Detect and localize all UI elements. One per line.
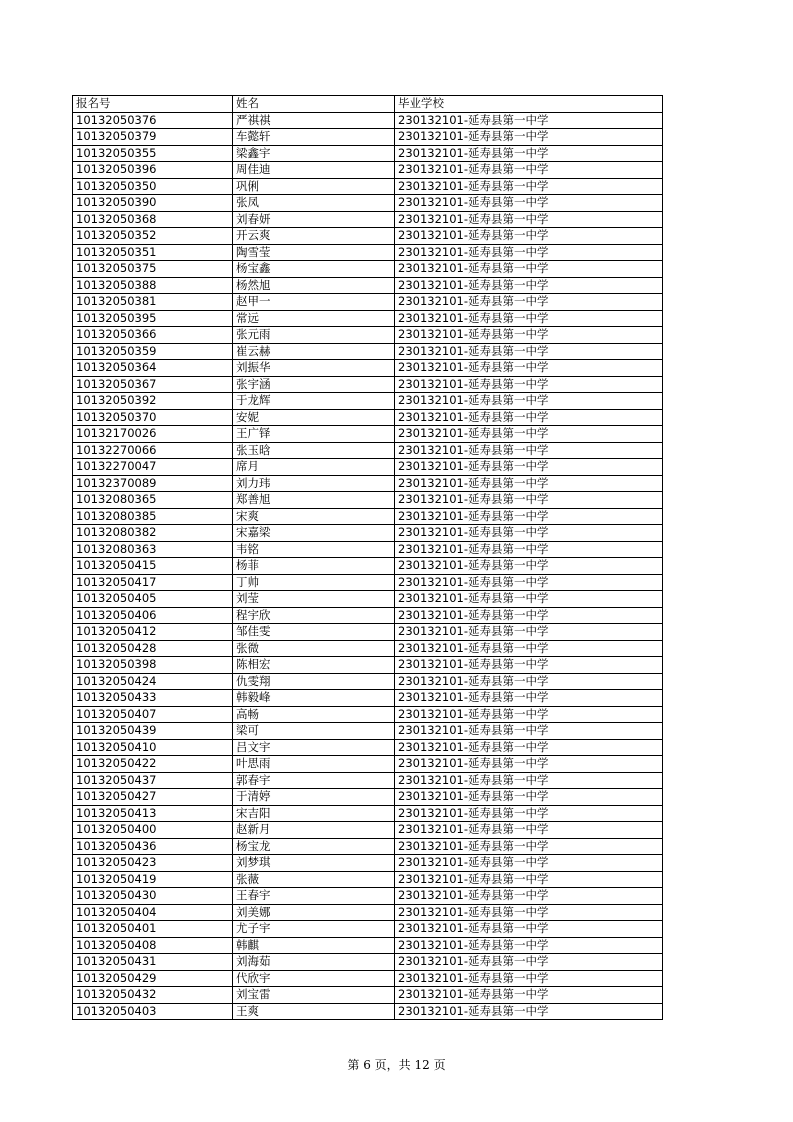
- table-row: [73, 607, 663, 624]
- cell-graduation-school: 230132101-延寿县第一中学: [395, 112, 663, 129]
- table-row: [73, 541, 663, 558]
- cell-name: 张凤: [233, 195, 395, 212]
- cell-registration-number: 10132050388: [73, 277, 233, 294]
- cell-name: 刘海茹: [233, 954, 395, 971]
- cell-registration-number: 10132050405: [73, 591, 233, 608]
- cell-name: 杨宝鑫: [233, 261, 395, 278]
- table-header-row: [73, 96, 663, 113]
- table-row: [73, 277, 663, 294]
- cell-graduation-school: 230132101-延寿县第一中学: [395, 822, 663, 839]
- cell-graduation-school: 230132101-延寿县第一中学: [395, 343, 663, 360]
- table-row: [73, 475, 663, 492]
- cell-graduation-school: 230132101-延寿县第一中学: [395, 954, 663, 971]
- cell-registration-number: 10132050415: [73, 558, 233, 575]
- cell-registration-number: 10132050400: [73, 822, 233, 839]
- table-row: [73, 162, 663, 179]
- cell-graduation-school: 230132101-延寿县第一中学: [395, 459, 663, 476]
- cell-graduation-school: 230132101-延寿县第一中学: [395, 657, 663, 674]
- cell-graduation-school: 230132101-延寿县第一中学: [395, 261, 663, 278]
- cell-graduation-school: 230132101-延寿县第一中学: [395, 475, 663, 492]
- table-row: [73, 640, 663, 657]
- page-footer: 第 6 页，共 12 页: [347, 1058, 446, 1072]
- table-row: [73, 591, 663, 608]
- cell-name: 席月: [233, 459, 395, 476]
- cell-registration-number: 10132050408: [73, 937, 233, 954]
- cell-name: 代欣宇: [233, 970, 395, 987]
- table-row: [73, 805, 663, 822]
- cell-graduation-school: 230132101-延寿县第一中学: [395, 987, 663, 1004]
- cell-registration-number: 10132050406: [73, 607, 233, 624]
- table-row: [73, 888, 663, 905]
- table-row: [73, 145, 663, 162]
- table-row: [73, 987, 663, 1004]
- cell-registration-number: 10132050430: [73, 888, 233, 905]
- cell-graduation-school: 230132101-延寿县第一中学: [395, 624, 663, 641]
- cell-name: 韩麒: [233, 937, 395, 954]
- header-name: 姓名: [233, 96, 395, 113]
- cell-graduation-school: 230132101-延寿县第一中学: [395, 574, 663, 591]
- cell-registration-number: 10132050422: [73, 756, 233, 773]
- table-row: [73, 673, 663, 690]
- cell-name: 王春宇: [233, 888, 395, 905]
- cell-registration-number: 10132050433: [73, 690, 233, 707]
- cell-graduation-school: 230132101-延寿县第一中学: [395, 706, 663, 723]
- cell-graduation-school: 230132101-延寿县第一中学: [395, 640, 663, 657]
- table-row: [73, 195, 663, 212]
- cell-registration-number: 10132050419: [73, 871, 233, 888]
- cell-name: 叶思雨: [233, 756, 395, 773]
- cell-name: 丁帅: [233, 574, 395, 591]
- cell-name: 郭春宇: [233, 772, 395, 789]
- cell-graduation-school: 230132101-延寿县第一中学: [395, 756, 663, 773]
- table-row: [73, 211, 663, 228]
- cell-graduation-school: 230132101-延寿县第一中学: [395, 607, 663, 624]
- table-row: [73, 426, 663, 443]
- cell-graduation-school: 230132101-延寿县第一中学: [395, 888, 663, 905]
- cell-registration-number: 10132080385: [73, 508, 233, 525]
- table-row: [73, 112, 663, 129]
- cell-graduation-school: 230132101-延寿县第一中学: [395, 178, 663, 195]
- cell-registration-number: 10132050424: [73, 673, 233, 690]
- cell-graduation-school: 230132101-延寿县第一中学: [395, 393, 663, 410]
- cell-registration-number: 10132050368: [73, 211, 233, 228]
- cell-registration-number: 10132080363: [73, 541, 233, 558]
- table-row: [73, 756, 663, 773]
- cell-name: 于清婷: [233, 789, 395, 806]
- cell-registration-number: 10132050359: [73, 343, 233, 360]
- cell-registration-number: 10132050413: [73, 805, 233, 822]
- cell-graduation-school: 230132101-延寿县第一中学: [395, 310, 663, 327]
- cell-name: 刘梦琪: [233, 855, 395, 872]
- cell-name: 宋嘉梁: [233, 525, 395, 542]
- cell-registration-number: 10132050410: [73, 739, 233, 756]
- cell-name: 于龙辉: [233, 393, 395, 410]
- cell-graduation-school: 230132101-延寿县第一中学: [395, 426, 663, 443]
- cell-name: 韩毅峰: [233, 690, 395, 707]
- table-row: [73, 508, 663, 525]
- cell-registration-number: 10132050381: [73, 294, 233, 311]
- cell-name: 韦铭: [233, 541, 395, 558]
- table-row: [73, 855, 663, 872]
- cell-graduation-school: 230132101-延寿县第一中学: [395, 492, 663, 509]
- cell-registration-number: 10132050376: [73, 112, 233, 129]
- table-row: [73, 343, 663, 360]
- table-row: [73, 772, 663, 789]
- cell-name: 刘力玮: [233, 475, 395, 492]
- cell-graduation-school: 230132101-延寿县第一中学: [395, 129, 663, 146]
- header-registration-number: 报名号: [73, 96, 233, 113]
- table-row: [73, 360, 663, 377]
- cell-name: 严祺祺: [233, 112, 395, 129]
- cell-registration-number: 10132050423: [73, 855, 233, 872]
- cell-graduation-school: 230132101-延寿县第一中学: [395, 723, 663, 740]
- cell-graduation-school: 230132101-延寿县第一中学: [395, 211, 663, 228]
- cell-registration-number: 10132050395: [73, 310, 233, 327]
- cell-name: 王爽: [233, 1003, 395, 1020]
- cell-graduation-school: 230132101-延寿县第一中学: [395, 327, 663, 344]
- cell-name: 赵新月: [233, 822, 395, 839]
- table-row: [73, 970, 663, 987]
- student-table: [72, 95, 663, 1020]
- cell-registration-number: 10132050370: [73, 409, 233, 426]
- cell-graduation-school: 230132101-延寿县第一中学: [395, 871, 663, 888]
- cell-registration-number: 10132370089: [73, 475, 233, 492]
- cell-name: 王广铎: [233, 426, 395, 443]
- cell-name: 程宇欣: [233, 607, 395, 624]
- cell-graduation-school: 230132101-延寿县第一中学: [395, 739, 663, 756]
- cell-registration-number: 10132270066: [73, 442, 233, 459]
- cell-name: 刘春妍: [233, 211, 395, 228]
- cell-name: 崔云赫: [233, 343, 395, 360]
- cell-registration-number: 10132050427: [73, 789, 233, 806]
- cell-name: 杨宝龙: [233, 838, 395, 855]
- cell-registration-number: 10132050351: [73, 244, 233, 261]
- cell-name: 张元雨: [233, 327, 395, 344]
- cell-registration-number: 10132050401: [73, 921, 233, 938]
- cell-registration-number: 10132050404: [73, 904, 233, 921]
- header-graduation-school: 毕业学校: [395, 96, 663, 113]
- cell-registration-number: 10132050398: [73, 657, 233, 674]
- cell-registration-number: 10132050379: [73, 129, 233, 146]
- cell-graduation-school: 230132101-延寿县第一中学: [395, 690, 663, 707]
- cell-name: 赵甲一: [233, 294, 395, 311]
- cell-graduation-school: 230132101-延寿县第一中学: [395, 508, 663, 525]
- cell-registration-number: 10132170026: [73, 426, 233, 443]
- table-row: [73, 954, 663, 971]
- cell-name: 邹佳雯: [233, 624, 395, 641]
- cell-name: 张玉晗: [233, 442, 395, 459]
- table-row: [73, 492, 663, 509]
- cell-registration-number: 10132080365: [73, 492, 233, 509]
- table-row: [73, 459, 663, 476]
- cell-graduation-school: 230132101-延寿县第一中学: [395, 525, 663, 542]
- cell-graduation-school: 230132101-延寿县第一中学: [395, 805, 663, 822]
- table-row: [73, 624, 663, 641]
- cell-name: 刘美娜: [233, 904, 395, 921]
- cell-graduation-school: 230132101-延寿县第一中学: [395, 772, 663, 789]
- table-row: [73, 525, 663, 542]
- cell-name: 宋爽: [233, 508, 395, 525]
- cell-name: 高畅: [233, 706, 395, 723]
- cell-registration-number: 10132050403: [73, 1003, 233, 1020]
- cell-name: 周佳迪: [233, 162, 395, 179]
- cell-graduation-school: 230132101-延寿县第一中学: [395, 541, 663, 558]
- cell-name: 仇雯翔: [233, 673, 395, 690]
- cell-registration-number: 10132050437: [73, 772, 233, 789]
- table-row: [73, 310, 663, 327]
- cell-graduation-school: 230132101-延寿县第一中学: [395, 673, 663, 690]
- cell-registration-number: 10132050407: [73, 706, 233, 723]
- cell-name: 张微: [233, 640, 395, 657]
- cell-graduation-school: 230132101-延寿县第一中学: [395, 789, 663, 806]
- cell-registration-number: 10132050429: [73, 970, 233, 987]
- cell-registration-number: 10132050367: [73, 376, 233, 393]
- cell-graduation-school: 230132101-延寿县第一中学: [395, 277, 663, 294]
- table-row: [73, 294, 663, 311]
- cell-name: 陶雪莹: [233, 244, 395, 261]
- cell-registration-number: 10132050412: [73, 624, 233, 641]
- cell-graduation-school: 230132101-延寿县第一中学: [395, 145, 663, 162]
- table-row: [73, 129, 663, 146]
- table-row: [73, 838, 663, 855]
- cell-registration-number: 10132050355: [73, 145, 233, 162]
- cell-graduation-school: 230132101-延寿县第一中学: [395, 904, 663, 921]
- cell-graduation-school: 230132101-延寿县第一中学: [395, 360, 663, 377]
- table-row: [73, 871, 663, 888]
- table-row: [73, 261, 663, 278]
- cell-graduation-school: 230132101-延寿县第一中学: [395, 921, 663, 938]
- cell-name: 梁鑫宇: [233, 145, 395, 162]
- table-row: [73, 921, 663, 938]
- cell-name: 车懿轩: [233, 129, 395, 146]
- cell-registration-number: 10132050375: [73, 261, 233, 278]
- cell-graduation-school: 230132101-延寿县第一中学: [395, 294, 663, 311]
- table-row: [73, 574, 663, 591]
- table-row: [73, 690, 663, 707]
- table-row: [73, 393, 663, 410]
- cell-registration-number: 10132050350: [73, 178, 233, 195]
- cell-name: 安妮: [233, 409, 395, 426]
- cell-graduation-school: 230132101-延寿县第一中学: [395, 855, 663, 872]
- cell-registration-number: 10132050431: [73, 954, 233, 971]
- table-row: [73, 376, 663, 393]
- cell-registration-number: 10132050396: [73, 162, 233, 179]
- cell-name: 常远: [233, 310, 395, 327]
- cell-name: 杨菲: [233, 558, 395, 575]
- cell-registration-number: 10132050432: [73, 987, 233, 1004]
- cell-name: 张宇涵: [233, 376, 395, 393]
- cell-graduation-school: 230132101-延寿县第一中学: [395, 970, 663, 987]
- cell-registration-number: 10132050436: [73, 838, 233, 855]
- cell-graduation-school: 230132101-延寿县第一中学: [395, 376, 663, 393]
- cell-graduation-school: 230132101-延寿县第一中学: [395, 558, 663, 575]
- cell-name: 刘莹: [233, 591, 395, 608]
- table-row: [73, 904, 663, 921]
- cell-graduation-school: 230132101-延寿县第一中学: [395, 838, 663, 855]
- cell-registration-number: 10132050428: [73, 640, 233, 657]
- cell-name: 刘振华: [233, 360, 395, 377]
- cell-registration-number: 10132080382: [73, 525, 233, 542]
- cell-registration-number: 10132050392: [73, 393, 233, 410]
- table-row: [73, 723, 663, 740]
- cell-name: 刘宝雷: [233, 987, 395, 1004]
- cell-registration-number: 10132050352: [73, 228, 233, 245]
- table-row: [73, 739, 663, 756]
- cell-registration-number: 10132050366: [73, 327, 233, 344]
- cell-name: 宋吉阳: [233, 805, 395, 822]
- cell-graduation-school: 230132101-延寿县第一中学: [395, 442, 663, 459]
- table-row: [73, 409, 663, 426]
- cell-name: 吕文宇: [233, 739, 395, 756]
- table-row: [73, 937, 663, 954]
- table-row: [73, 657, 663, 674]
- cell-name: 开云爽: [233, 228, 395, 245]
- cell-graduation-school: 230132101-延寿县第一中学: [395, 591, 663, 608]
- cell-name: 陈相宏: [233, 657, 395, 674]
- table-row: [73, 228, 663, 245]
- table-row: [73, 789, 663, 806]
- cell-graduation-school: 230132101-延寿县第一中学: [395, 937, 663, 954]
- table-row: [73, 442, 663, 459]
- table-row: [73, 327, 663, 344]
- cell-name: 梁可: [233, 723, 395, 740]
- cell-name: 张薇: [233, 871, 395, 888]
- table-row: [73, 558, 663, 575]
- table-row: [73, 178, 663, 195]
- cell-name: 巩俐: [233, 178, 395, 195]
- cell-graduation-school: 230132101-延寿县第一中学: [395, 244, 663, 261]
- table-row: [73, 706, 663, 723]
- table-row: [73, 1003, 663, 1020]
- cell-graduation-school: 230132101-延寿县第一中学: [395, 195, 663, 212]
- table-row: [73, 244, 663, 261]
- table-row: [73, 822, 663, 839]
- cell-registration-number: 10132270047: [73, 459, 233, 476]
- cell-registration-number: 10132050417: [73, 574, 233, 591]
- cell-registration-number: 10132050439: [73, 723, 233, 740]
- cell-name: 尤子宇: [233, 921, 395, 938]
- cell-name: 杨然旭: [233, 277, 395, 294]
- cell-name: 郑善旭: [233, 492, 395, 509]
- cell-graduation-school: 230132101-延寿县第一中学: [395, 409, 663, 426]
- cell-graduation-school: 230132101-延寿县第一中学: [395, 228, 663, 245]
- cell-graduation-school: 230132101-延寿县第一中学: [395, 162, 663, 179]
- cell-graduation-school: 230132101-延寿县第一中学: [395, 1003, 663, 1020]
- cell-registration-number: 10132050390: [73, 195, 233, 212]
- cell-registration-number: 10132050364: [73, 360, 233, 377]
